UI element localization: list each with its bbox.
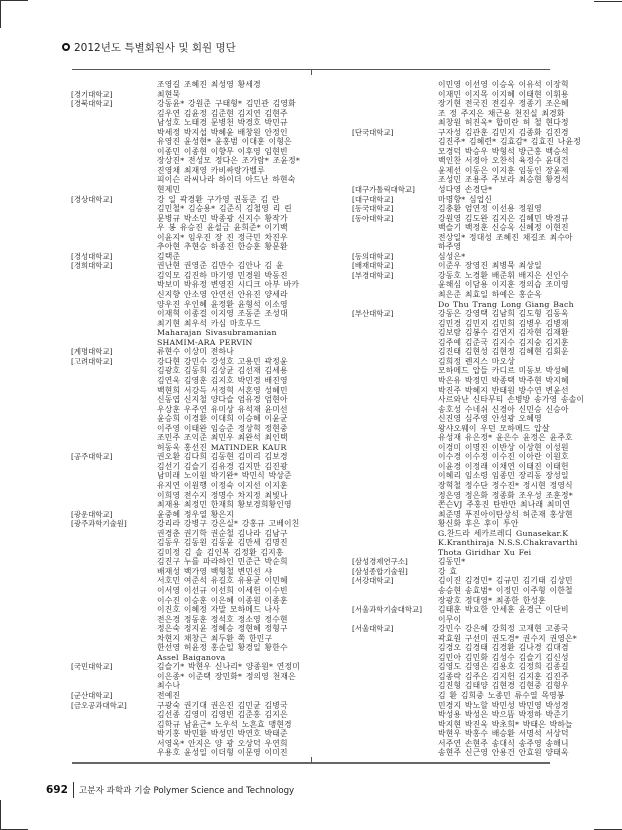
member-name-line: 차현지 채창근 최두환 쭉 한민구 (157, 633, 273, 643)
member-name-line: 강동호 노경환 배준휘 배지은 신인수 (438, 270, 569, 280)
member-name-line: 김진주* 김혜련* 김효감* 김효진 나윤정 (438, 137, 581, 147)
member-name-line: 박진주 박혜지 반태원 방수연 변윤선 (438, 385, 569, 395)
member-name-line: 강 일 곽경환 구가영 권동준 김 란 (157, 194, 280, 204)
top-rule-tick (311, 69, 312, 75)
member-name-line: Assel Baiganova (157, 652, 226, 662)
institution-group (71, 80, 311, 90)
member-name-line: 배재성 백가영 백형철 변민선 샤 (157, 566, 273, 576)
institution-name: [금오공과대학교] (71, 700, 127, 710)
member-name-line: 신지향 안소영 안연선 안유진 양세라 (157, 290, 288, 300)
member-name-line: 권경춘 권기학 권순철 김나라 김남구 (157, 528, 288, 538)
institution-name: [광주과학기술원] (71, 519, 127, 529)
member-name-line: 김익모 김진하 마기영 민경원 박동진 (157, 270, 288, 280)
member-name-line: Thota Giridhar Xu Fei (438, 547, 532, 557)
member-name-line: 김영도 김영은 김용호 김정희 김종길 (438, 662, 569, 672)
member-name-line: 백현희 서강득 서정혁 서혼영 성혜민 (157, 385, 288, 395)
member-name-line: 전예진 (157, 691, 181, 700)
member-names (438, 128, 597, 185)
institution-group (71, 510, 311, 520)
member-names (157, 519, 311, 662)
member-names (438, 567, 597, 577)
member-name-line: 김진형 김태양 김현경 김현중 김형우 (438, 681, 569, 691)
member-names (157, 195, 311, 252)
member-name-line: 김종락 김주은 김지헌 김지훈 김진주 (438, 671, 569, 681)
member-name-line: 강다현 강민수 강성호 고용민 곽정윤 (157, 356, 288, 366)
member-names (157, 261, 311, 347)
member-names (157, 510, 311, 520)
member-names (438, 557, 597, 567)
bottom-rule-tick (311, 757, 312, 763)
member-name-line: 김경오 김경태 김경환 김나경 김대겸 (438, 643, 569, 653)
member-name-line: 최창원 허진욱* 합미란 허 철 현다정 (438, 118, 569, 128)
member-name-line: 이윤지* 임우진 장 진 정극민 차진우 (157, 232, 288, 242)
member-names (157, 662, 311, 691)
member-name-line: 백인찬 서정아 오찬석 육정수 윤대건 (438, 156, 569, 166)
member-name-line: 왕샤오웨이 우던 모하메드 압살 (438, 423, 550, 433)
member-name-line: 윤해심 이담용 이지훈 정의습 조미영 (438, 280, 569, 290)
member-name-line: 조 정 주지은 채근용 천진실 최경화 (438, 108, 565, 118)
institution-name: [서울대학교] (352, 624, 394, 634)
member-name-line: 장기현 전국진 전길우 정종기 조은혜 (438, 99, 569, 109)
member-name-line: 이종민 이종현 이향무 이후영 임현빈 (157, 146, 288, 156)
institution-group (352, 605, 597, 624)
institution-group (71, 261, 311, 347)
member-name-line: 김우연 김윤정 김준현 김지연 김현주 (157, 108, 288, 118)
member-name-line: 신동엽 신지철 양다슬 엄유경 엄현아 (157, 395, 288, 405)
member-name-line: 최은준 최효일 하예은 홍순옥 (438, 290, 542, 300)
member-name-line: 김슬기* 박현우 신나리* 양종원* 연정미 (157, 662, 300, 672)
member-name-line: 장혁철 정수단 정수진* 정시현 정영식 (438, 480, 573, 490)
member-name-line: 김민아 김민화 김성수 김슬기 김신성 (438, 652, 569, 662)
member-name-line: 최수나 (157, 681, 181, 691)
member-name-line: 남미래 노이원 박기완* 박민식 박상준 (157, 471, 292, 481)
member-name-line: 이수경 이수정 이수진 이아란 이원호 (438, 452, 569, 462)
member-names (438, 214, 597, 252)
member-name-line: 이민영 이선영 이승욱 이유석 이장혁 (438, 80, 569, 89)
member-names (157, 701, 311, 758)
member-name-line: 박현우 박홍수 배승환 서명석 서상덕 (438, 729, 569, 739)
institution-group (352, 195, 597, 205)
member-name-line: 류현수 이상미 전하나 (157, 347, 234, 357)
member-name-line: Maharajan Sivasubramanian (157, 328, 277, 338)
member-name-line: 쫀슨VJ 주홍진 탄반만 최나래 최미연 (438, 500, 571, 510)
member-name-line: 추아현 추현승 하종진 한승훈 황문환 (157, 242, 288, 252)
member-name-line: 이준우 장영진 최병묵 최상일 (438, 261, 542, 271)
member-name-line: 김연욱 김영훈 김지호 박민경 배진영 (157, 375, 288, 385)
member-name-line: 이희영 전수지 정명수 차지정 최빛나 (157, 490, 288, 500)
institution-group (352, 204, 597, 214)
member-name-line: 박보미 박유정 변영진 시디크 아부 바카 (157, 280, 300, 290)
member-name-line: 박은유 박정민 박종택 박주현 박지혜 (438, 375, 569, 385)
member-name-line: 김택준 (157, 251, 181, 261)
institution-group (71, 452, 311, 509)
member-name-line: 김보람 김봉수 김연지 김자현 김재환 (438, 328, 569, 338)
institution-name: [서강대학교] (352, 576, 394, 586)
member-name-line: 성다영 손경단* (438, 185, 493, 195)
member-name-line: 김이진 김경민* 김규민 김기태 김상민 (438, 576, 573, 586)
page-footer (46, 782, 294, 798)
institution-group (352, 185, 597, 195)
institution-group (352, 128, 597, 185)
member-names (157, 691, 311, 701)
institution-name: [부산대학교] (352, 309, 394, 319)
member-name-line: 이경미 이명진 이반상 이상현 이성원 (438, 442, 569, 452)
member-names (157, 357, 311, 452)
member-name-line: 송호성 수네쉬 신경아 신민승 신승아 (438, 404, 569, 414)
institution-group (71, 252, 311, 262)
member-name-line: 조민주 조익준 최민우 최완석 최인택 (157, 433, 288, 443)
member-name-line: 이수진 이승훈 이은혜 이종원 이종훈 (157, 595, 288, 605)
member-name-line: 이윤경 이정래 이채연 이태진 이태헌 (438, 461, 569, 471)
member-name-line: 김진태 김현성 김현정 김혜현 김회운 (438, 347, 569, 357)
institution-name: [경희대학교] (71, 261, 113, 271)
institution-group (352, 214, 597, 252)
member-names (157, 347, 311, 357)
crop-mark-bottom-left-v (0, 800, 1, 830)
member-name-line: 마명향* 심업신 (438, 194, 493, 204)
institution-group (352, 80, 597, 128)
member-name-line: 서영욱* 안지은 양 광 오상덕 우연희 (157, 738, 288, 748)
member-name-line: 양우진 우인혜 윤정환 윤형석 이소영 (157, 299, 288, 309)
institution-group (352, 309, 597, 557)
member-name-line: G.찬드라 세카르레디 Gunasekar.K (438, 528, 569, 538)
member-name-line: 김선기 김슬기 김유경 김지만 김진광 (157, 461, 288, 471)
member-name-line: 강동은 강영택 김남희 김도형 김동욱 (438, 309, 569, 319)
member-name-line: 윤승희 이경환 이대희 이승혜 이윤균 (157, 414, 288, 424)
section-title: 2012년도 특별회원사 및 회원 명단 (74, 41, 236, 54)
member-name-line: 우 봉 유승진 윤설금 윤희준* 이기백 (157, 223, 288, 233)
member-name-line: 이재혁 이종걸 이지영 조동준 조성대 (157, 309, 288, 319)
member-name-line: 정은숙 정지윤 정혜승 정현혜 정형구 (157, 624, 288, 634)
member-name-line: 윤중혜 정우열 황은지 (157, 509, 234, 519)
member-name-line: 이서영 이선규 이선희 이세헌 이수빈 (157, 585, 288, 595)
member-name-line: 김희정 렌지스 마오상 (438, 356, 515, 366)
institution-group (71, 662, 311, 691)
member-name-line: 진영채 최재영 카비싸랑가벨루 (157, 165, 265, 175)
member-name-line: 강리라 강병구 강은실* 강홍규 고베이친 (157, 519, 300, 529)
institution-name (352, 80, 438, 128)
member-name-line: 박성용 박성은 박으뜸 박정하 박준기 (438, 710, 569, 720)
member-name-line: 김학규 남윤근* 노우석 노흔효 맹현경 (157, 719, 292, 729)
institution-group (352, 624, 597, 758)
member-name-line: 우용호 윤성일 이더형 이문영 이미진 (157, 748, 288, 758)
member-name-line: 송현주 신근영 안용건 안효원 양태욱 (438, 748, 569, 758)
member-names (438, 195, 597, 205)
member-name-line: 한선영 허윤정 홍순일 황경일 황한수 (157, 643, 288, 653)
member-name-line: 김 환 김희중 노종민 류수열 목영봉 (438, 691, 565, 700)
member-name-line: 구자성 김관훈 김민지 김종화 김진경 (438, 127, 569, 137)
institution-name: [계명대학교] (71, 347, 113, 357)
member-name-line: 하주영 (438, 242, 462, 252)
institution-group (71, 99, 311, 194)
institution-group (352, 261, 597, 271)
institution-group (71, 195, 311, 252)
member-name-line: 김민경 김민지 김민희 김병우 김병재 (438, 318, 569, 328)
institution-name: [대구대학교] (352, 194, 394, 204)
member-name-line: 허동욱 홍선진 MATINDER KAUR (157, 442, 287, 452)
member-name-line: 김미정 김 솔 김인복 김정환 김지홍 (157, 547, 284, 557)
circle-bullet-icon (62, 43, 70, 51)
member-names (438, 204, 597, 214)
journal-title: 고분자 과학과 기술 Polymer Science and Technology (78, 786, 295, 796)
member-name-line: 유성재 유은정* 윤은수 윤정은 윤주호 (438, 433, 573, 443)
institution-group (71, 701, 311, 758)
page-number: 692 (46, 784, 68, 796)
institution-name: [배재대학교] (352, 261, 394, 271)
institution-name: [경성대학교] (71, 251, 113, 261)
member-name-line: 윤제선 이동은 이지훈 임동인 장윤제 (438, 165, 569, 175)
crop-mark-top-right (594, 1, 622, 2)
member-name-line: 박기홍 박민환 박성민 박연호 박태준 (157, 729, 288, 739)
member-name-line: 강 효 (438, 566, 458, 576)
member-names (157, 252, 311, 262)
right-column (352, 80, 597, 758)
institution-group (352, 557, 597, 567)
member-name-line: 전상일* 정대성 조혜진 채길조 최수아 (438, 232, 573, 242)
institution-name: [고려대학교] (71, 356, 113, 366)
institution-name: [경기대학교] (71, 89, 113, 99)
member-names (438, 309, 597, 557)
member-name-line: 구광숙 권기대 권은진 김민균 김병국 (157, 700, 288, 710)
member-names (438, 271, 597, 309)
member-name-line: Do Thu Trang Long Giang Bach (438, 299, 574, 309)
member-name-line: 장상진* 전성모 정다은 조가람* 조윤정* (157, 156, 300, 166)
member-name-line: 최준명 푸진아이탄상석 허준재 홍상현 (438, 509, 573, 519)
member-name-line: 신진영 심주영 안성광 오혜영 (438, 414, 542, 424)
member-name-line: 김주예 김준국 김지수 김지숭 김지훈 (438, 337, 569, 347)
member-name-line: 백슬기 백정훈 신승옥 신혜정 이현진 (438, 223, 569, 233)
institution-group (352, 567, 597, 577)
member-name-line: 강동윤* 강원준 구태형* 김민관 김영화 (157, 99, 296, 109)
member-name-line: 모하메드 압들 카디르 미동보 박성혜 (438, 366, 569, 376)
institution-name: [동아대학교] (352, 213, 394, 223)
member-name-line: 피이슨 라씨나라 하이더 아드난 하현숙 (157, 175, 296, 185)
member-names (438, 261, 597, 271)
member-name-line: 박세정 박지섭 박혜윤 배창원 안정인 (157, 127, 288, 137)
institution-group (352, 271, 597, 309)
member-names (438, 605, 597, 624)
member-name-line: 이은종* 이준택 장민화* 정의영 천재은 (157, 671, 296, 681)
institution-name: [서울과학기술대학교] (352, 605, 423, 615)
member-name-line: 김동우 김동원 김동윤 김만세 김명진 (157, 538, 288, 548)
member-name-line: 이혜리 임소령 임종민 장리동 장성일 (438, 471, 569, 481)
member-name-line: SHAMIM-ARA PERVIN (157, 337, 253, 347)
member-name-line: 현제민 (157, 185, 181, 195)
member-name-line: 서주연 손현주 송대식 송주영 송해니 (438, 738, 569, 748)
member-name-line: 박지현 박진욱 박초희* 박태은 박하늘 (438, 719, 573, 729)
member-name-line: 최재용 최정민 한재희 황보경희황인영 (157, 500, 292, 510)
member-name-line: 장광호 정대영* 최종한 한성훈 (438, 595, 546, 605)
section-header (62, 40, 236, 54)
institution-name: [군산대학교] (71, 691, 113, 700)
institution-name: [경북대학교] (71, 99, 113, 109)
member-name-line: 김민철* 김승용* 김준식 김철영 리 린 (157, 204, 292, 214)
member-name-line: 조성민 조용주 주보라 최승현 황경석 (438, 175, 569, 185)
institution-name: [국민대학교] (71, 662, 113, 672)
member-name-line: 이진호 이혜정 자말 모하메드 나사 (157, 605, 280, 615)
institution-name: [삼성종합기술원] (352, 566, 408, 576)
institution-name: [공주대학교] (71, 452, 113, 462)
institution-name: [광운대학교] (71, 509, 113, 519)
member-name-line: 민경지 박노할 박민성 박민영 박성경 (438, 700, 569, 710)
institution-group (71, 90, 311, 100)
member-name-line: 서호민 여준석 유길호 유용균 이민혜 (157, 576, 288, 586)
member-name-line: 김동민* (438, 557, 466, 567)
institution-group (352, 576, 597, 605)
institution-name: [대구가톨릭대학교] (352, 185, 415, 195)
member-name-line: 권난현 권영준 김만수 김안나 김 윤 (157, 261, 284, 271)
member-name-line: 조영길 조혜진 최성영 황세경 (157, 80, 261, 89)
member-name-line: 송승현 송효범* 이정민 이주형 이한철 (438, 585, 573, 595)
member-name-line: 김선종 김영미 김영빈 김준홍 김지은 (157, 710, 288, 720)
member-name-line: 사르와난 신타무티 손병방 송가영 송솔이 (438, 395, 585, 405)
member-names (438, 80, 597, 128)
institution-group (71, 357, 311, 452)
member-name-line: 이주영 이태완 임승준 정상혁 정현중 (157, 423, 288, 433)
left-column (71, 80, 311, 758)
member-names (157, 80, 311, 90)
crop-mark-top-left-v (0, 0, 1, 28)
member-names (438, 185, 597, 195)
member-name-line: 곽효원 구선미 권도경* 권수지 권영은* (438, 633, 577, 643)
member-name-line: 강민수 강은혜 강희정 고재현 고종국 (438, 624, 569, 634)
member-name-line: 이재민 이지목 이지혜 이태현 이휘용 (438, 89, 569, 99)
member-name-line: 남성호 노태경 문병천 박경호 박민규 (157, 118, 288, 128)
member-name-line: 황신화 후은 후이 투안 (438, 519, 519, 529)
footer-separator (73, 782, 74, 798)
member-names (157, 452, 311, 509)
member-name-line: 모경덕 박승우 박형석 방근홍 백승석 (438, 146, 569, 156)
member-name-line: 최기현 최우석 카심 마흐무드 (157, 318, 261, 328)
member-name-line: 김충환 엄연정 이선용 정원영 (438, 204, 542, 214)
member-names (157, 90, 311, 100)
member-names (438, 576, 597, 605)
member-names (438, 252, 597, 262)
member-name-line: 심성은* (438, 251, 466, 261)
member-name-line: 문병규 박소민 박종광 신지수 황작가 (157, 213, 288, 223)
member-name-line: 이무이 (438, 614, 462, 624)
member-name-line: 유지연 이원행 이정숙 이지선 이지훈 (157, 480, 288, 490)
institution-name: [단국대학교] (352, 127, 394, 137)
member-name-line: 김태훈 박요한 안세훈 윤경근 이단비 (438, 605, 569, 615)
member-name-line: 김광호 김동희 김상균 김선재 김세용 (157, 366, 288, 376)
institution-name (71, 80, 157, 90)
institution-group (71, 691, 311, 701)
member-name-line: 강원영 김도완 김지은 김혜민 박경규 (438, 213, 569, 223)
member-name-line: K.Kranthiraja N.S.S.Chakravarthi (438, 538, 578, 548)
institution-name: [삼성경제연구소] (352, 557, 408, 567)
institution-name: [부경대학교] (352, 270, 394, 280)
institution-group (71, 519, 311, 662)
institution-group (352, 252, 597, 262)
member-name-line: 우상훈 우주연 유미상 유석재 윤미선 (157, 404, 288, 414)
member-name-line: 권오환 김다희 김동현 김미리 김보경 (157, 452, 288, 462)
member-name-line: 김진구 누를 파라하인 민준근 박순희 (157, 557, 288, 567)
member-name-line: 정은영 정은화 정종화 조우성 조훈정* (438, 490, 573, 500)
member-name-line: 유영진 윤성현* 윤홍범 이대훈 이형은 (157, 137, 292, 147)
institution-name: [동국대학교] (352, 204, 394, 214)
crop-mark-top-left-h (0, 0, 28, 1)
institution-group (71, 347, 311, 357)
member-name-line: 최현묵 (157, 89, 181, 99)
member-names (157, 99, 311, 194)
member-names (438, 624, 597, 758)
member-name-line: 전은경 정동훈 정석호 정소영 정수현 (157, 614, 288, 624)
institution-name: [경상대학교] (71, 194, 113, 204)
institution-name: [동의대학교] (352, 251, 394, 261)
